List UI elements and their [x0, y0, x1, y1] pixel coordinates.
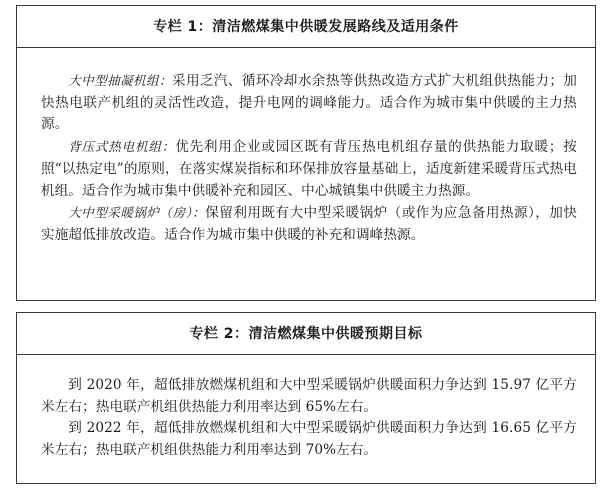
- box-2-body: [41, 375, 577, 462]
- sidebar-box-1: [16, 5, 596, 301]
- paragraph-text: 优先利用企业或园区既有背压热电机组存量的供热能力取暖；按照“以热定电”的原则，在落实煤炭指标和环保排放容量基础上，适度新建采暖背压式热电机组。适合作为城市集中供暖补充和园区、中心城镇集中供暖主力热源。: [41, 139, 577, 199]
- box-2-title: 专栏 2：清洁燃煤集中供暖预期目标: [189, 326, 423, 342]
- paragraph-backpressure-units: [41, 136, 577, 202]
- paragraph-text: 保留利用既有大中型采暖锅炉（或作为应急备用热源），加快实施超低排放改造。适合作为城市集中供暖的补充和调峰热源。: [41, 205, 577, 243]
- paragraph-target-2020: 到 2020 年，超低排放燃煤机组和大中型采暖锅炉供暖面积力争达到 15.97 亿平方米左右；热电联产机组供热能力利用率达到 65%左右。: [41, 377, 577, 415]
- paragraph-target-2022: 到 2022 年，超低排放燃煤机组和大中型采暖锅炉供暖面积力争达到 16.65 亿平方米左右；热电联产机组供热能力利用率达到 70%左右。: [41, 420, 577, 459]
- paragraph-lead: 背压式热电机组：: [68, 139, 176, 155]
- box-2-title-divider: [17, 354, 595, 355]
- paragraph-text: 采用乏汽、循环冷却水余热等供热改造方式扩大机组供热能力；加快热电联产机组的灵活性改造，提升电网的调峰能力。适合作为城市集中供暖的主力热源。: [41, 73, 577, 133]
- box-1-title: 专栏 1：清洁燃煤集中供暖发展路线及适用条件: [153, 19, 459, 35]
- sidebar-box-2: [16, 312, 596, 484]
- paragraph-condensing-units: [41, 70, 577, 136]
- box-1-body: [41, 70, 577, 247]
- paragraph-heating-boilers: [41, 202, 577, 246]
- paragraph-lead: 大中型采暖锅炉（房）：: [68, 205, 206, 221]
- box-1-title-divider: [17, 47, 595, 48]
- paragraph-lead: 大中型抽凝机组：: [68, 73, 172, 88]
